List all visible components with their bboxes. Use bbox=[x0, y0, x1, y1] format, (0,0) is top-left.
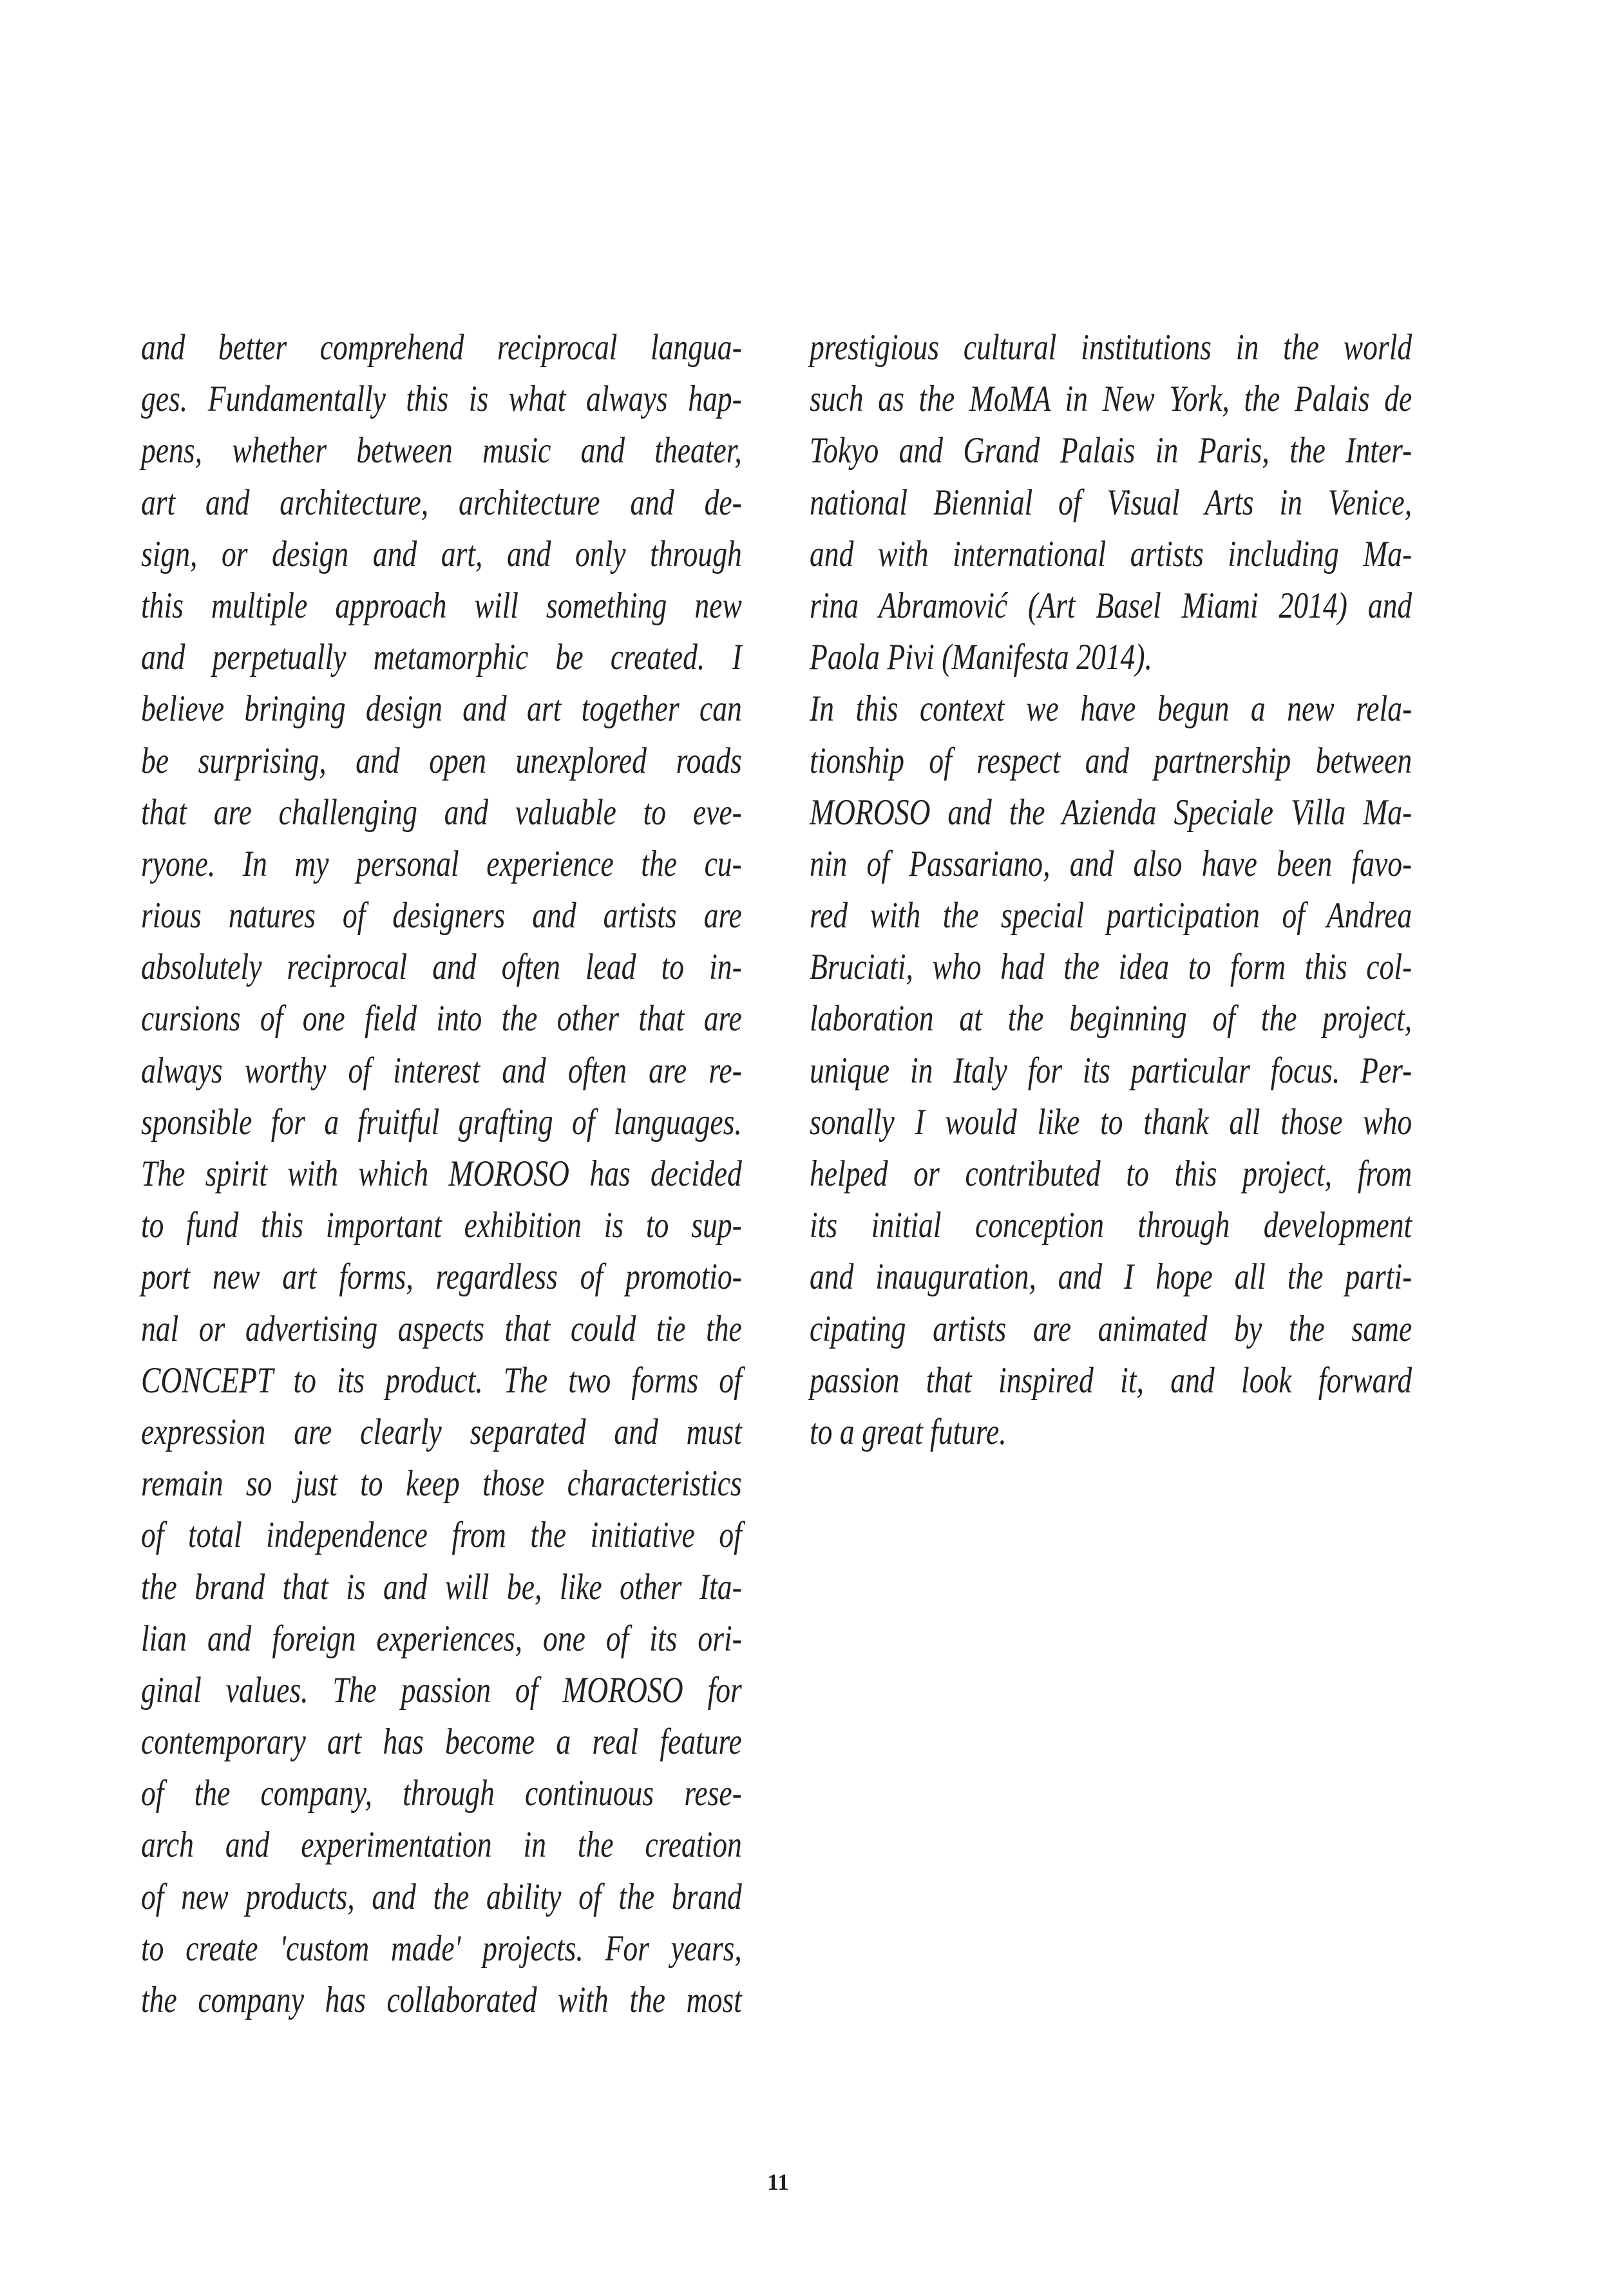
text-line bbox=[141, 1097, 742, 1148]
text-line bbox=[141, 1045, 742, 1097]
text-line-content: laboration at the beginning of the project, bbox=[810, 998, 1412, 1039]
text-line-content: to fund this important exhibition is to sup- bbox=[141, 1205, 742, 1246]
text-line bbox=[141, 1872, 742, 1923]
text-line bbox=[810, 787, 1412, 839]
text-line bbox=[810, 1251, 1412, 1303]
text-line-content: remain so just to keep those characteristics bbox=[141, 1463, 742, 1504]
right-text-column bbox=[810, 322, 1412, 1458]
text-line bbox=[141, 1200, 742, 1251]
text-line bbox=[141, 942, 742, 993]
text-line bbox=[141, 425, 742, 477]
text-line-content: absolutely reciprocal and often lead to in- bbox=[141, 947, 742, 988]
text-line-content: rina Abramović (Art Basel Miami 2014) and bbox=[810, 585, 1412, 626]
text-line bbox=[141, 1819, 742, 1871]
text-line-content: to create 'custom made' projects. For years, bbox=[141, 1928, 742, 1969]
text-line-content: cipating artists are animated by the same bbox=[810, 1308, 1412, 1349]
text-line-content: sonally I would like to thank all those who bbox=[810, 1101, 1412, 1143]
text-line bbox=[810, 1200, 1412, 1251]
text-line bbox=[810, 477, 1412, 529]
text-line-content: the company has collaborated with the most bbox=[141, 1980, 742, 2020]
text-line-content: always worthy of interest and often are re- bbox=[141, 1050, 742, 1091]
left-text-column bbox=[141, 322, 742, 2026]
text-line bbox=[141, 787, 742, 839]
text-line-content: ginal values. The passion of MOROSO for bbox=[141, 1669, 742, 1711]
text-line-content: unique in Italy for its particular focus. Per- bbox=[810, 1050, 1412, 1091]
text-line bbox=[810, 322, 1412, 374]
text-line bbox=[810, 632, 1412, 683]
text-line-content: nin of Passariano, and also have been favo- bbox=[810, 843, 1412, 884]
text-line bbox=[141, 1407, 742, 1458]
text-line-content: In this context we have begun a new rela- bbox=[810, 688, 1412, 730]
text-line bbox=[141, 632, 742, 683]
text-line bbox=[810, 890, 1412, 942]
text-line-content: believe bringing design and art together can bbox=[141, 688, 742, 730]
text-line-content: tionship of respect and partnership between bbox=[810, 740, 1412, 781]
text-line-content: port new art forms, regardless of promotio- bbox=[141, 1257, 742, 1298]
text-line-content: that are challenging and valuable to eve- bbox=[141, 792, 742, 833]
text-line-content: ryone. In my personal experience the cu- bbox=[141, 843, 742, 884]
text-line-content: rious natures of designers and artists are bbox=[141, 895, 742, 936]
text-line-content: passion that inspired it, and look forward bbox=[810, 1360, 1412, 1401]
text-line bbox=[141, 374, 742, 425]
text-line bbox=[141, 683, 742, 735]
text-line-content: arch and experimentation in the creation bbox=[141, 1825, 742, 1866]
text-line-content: pens, whether between music and theater, bbox=[141, 430, 742, 471]
text-line bbox=[141, 993, 742, 1045]
text-line bbox=[141, 1304, 742, 1355]
text-line-content: art and architecture, architecture and de- bbox=[141, 482, 742, 523]
text-line-content: helped or contributed to this project, from bbox=[810, 1153, 1412, 1194]
text-line bbox=[810, 425, 1412, 477]
text-line-content: sponsible for a fruitful grafting of languages. bbox=[141, 1101, 742, 1143]
text-line-content: to a great future. bbox=[810, 1411, 1007, 1452]
text-line bbox=[141, 1923, 742, 1975]
text-line-content: and better comprehend reciprocal langua- bbox=[141, 327, 742, 368]
text-line bbox=[810, 1097, 1412, 1148]
text-line-content: CONCEPT to its product. The two forms of bbox=[141, 1360, 742, 1401]
text-line bbox=[810, 529, 1412, 580]
text-line bbox=[810, 374, 1412, 425]
text-line bbox=[141, 1458, 742, 1510]
text-line bbox=[141, 1510, 742, 1561]
text-line-content: Bruciati, who had the idea to form this col- bbox=[810, 947, 1412, 988]
text-line-content: red with the special participation of Andrea bbox=[810, 895, 1412, 936]
text-line-content: MOROSO and the Azienda Speciale Villa Ma- bbox=[810, 792, 1412, 833]
text-line-content: Paola Pivi (Manifesta 2014). bbox=[810, 637, 1152, 678]
text-line-content: cursions of one field into the other that are bbox=[141, 998, 742, 1039]
text-line-content: ges. Fundamentally this is what always hap- bbox=[141, 379, 742, 420]
text-line bbox=[810, 735, 1412, 787]
text-line bbox=[810, 580, 1412, 632]
text-line-content: the brand that is and will be, like other Ita- bbox=[141, 1566, 742, 1608]
text-line-content: and inauguration, and I hope all the parti- bbox=[810, 1257, 1412, 1298]
text-line bbox=[141, 580, 742, 632]
text-line bbox=[141, 1613, 742, 1665]
text-line bbox=[141, 890, 742, 942]
text-line bbox=[141, 477, 742, 529]
text-line-content: sign, or design and art, and only through bbox=[141, 533, 742, 574]
text-line bbox=[810, 993, 1412, 1045]
text-line-content: prestigious cultural institutions in the world bbox=[810, 327, 1412, 368]
text-line bbox=[141, 322, 742, 374]
text-line bbox=[141, 839, 742, 890]
text-line bbox=[141, 735, 742, 787]
text-line bbox=[141, 1562, 742, 1613]
text-line bbox=[810, 1304, 1412, 1355]
text-line bbox=[810, 839, 1412, 890]
text-line bbox=[810, 683, 1412, 735]
text-line-content: nal or advertising aspects that could tie the bbox=[141, 1308, 742, 1349]
text-line bbox=[141, 1148, 742, 1200]
text-line bbox=[810, 1355, 1412, 1407]
text-line-content: and with international artists including Ma- bbox=[810, 533, 1412, 574]
text-line bbox=[810, 1407, 1412, 1458]
text-line-content: of total independence from the initiative of bbox=[141, 1515, 742, 1556]
text-line-content: contemporary art has become a real feature bbox=[141, 1722, 742, 1763]
text-line bbox=[141, 1975, 742, 2026]
text-line-content: this multiple approach will something new bbox=[141, 585, 742, 626]
text-line-content: lian and foreign experiences, one of its ori- bbox=[141, 1618, 742, 1659]
text-line-content: be surprising, and open unexplored roads bbox=[141, 740, 742, 781]
page-number: 11 bbox=[766, 2169, 789, 2195]
text-line bbox=[141, 1768, 742, 1819]
text-line bbox=[810, 942, 1412, 993]
text-line bbox=[810, 1045, 1412, 1097]
text-line-content: national Biennial of Visual Arts in Venice, bbox=[810, 482, 1412, 523]
text-line-content: and perpetually metamorphic be created. I bbox=[141, 637, 742, 678]
text-line bbox=[141, 1251, 742, 1303]
text-line-content: such as the MoMA in New York, the Palais de bbox=[810, 379, 1412, 420]
text-line-content: The spirit with which MOROSO has decided bbox=[141, 1153, 742, 1194]
text-line bbox=[141, 1665, 742, 1716]
text-line-content: of new products, and the ability of the brand bbox=[141, 1876, 742, 1917]
text-line bbox=[810, 1148, 1412, 1200]
text-line bbox=[141, 1355, 742, 1407]
text-line-content: expression are clearly separated and must bbox=[141, 1411, 742, 1452]
text-line-content: of the company, through continuous rese- bbox=[141, 1773, 742, 1814]
text-line bbox=[141, 1716, 742, 1768]
text-line-content: Tokyo and Grand Palais in Paris, the Inter- bbox=[810, 430, 1412, 471]
text-line bbox=[141, 529, 742, 580]
text-line-content: its initial conception through development bbox=[810, 1205, 1412, 1246]
